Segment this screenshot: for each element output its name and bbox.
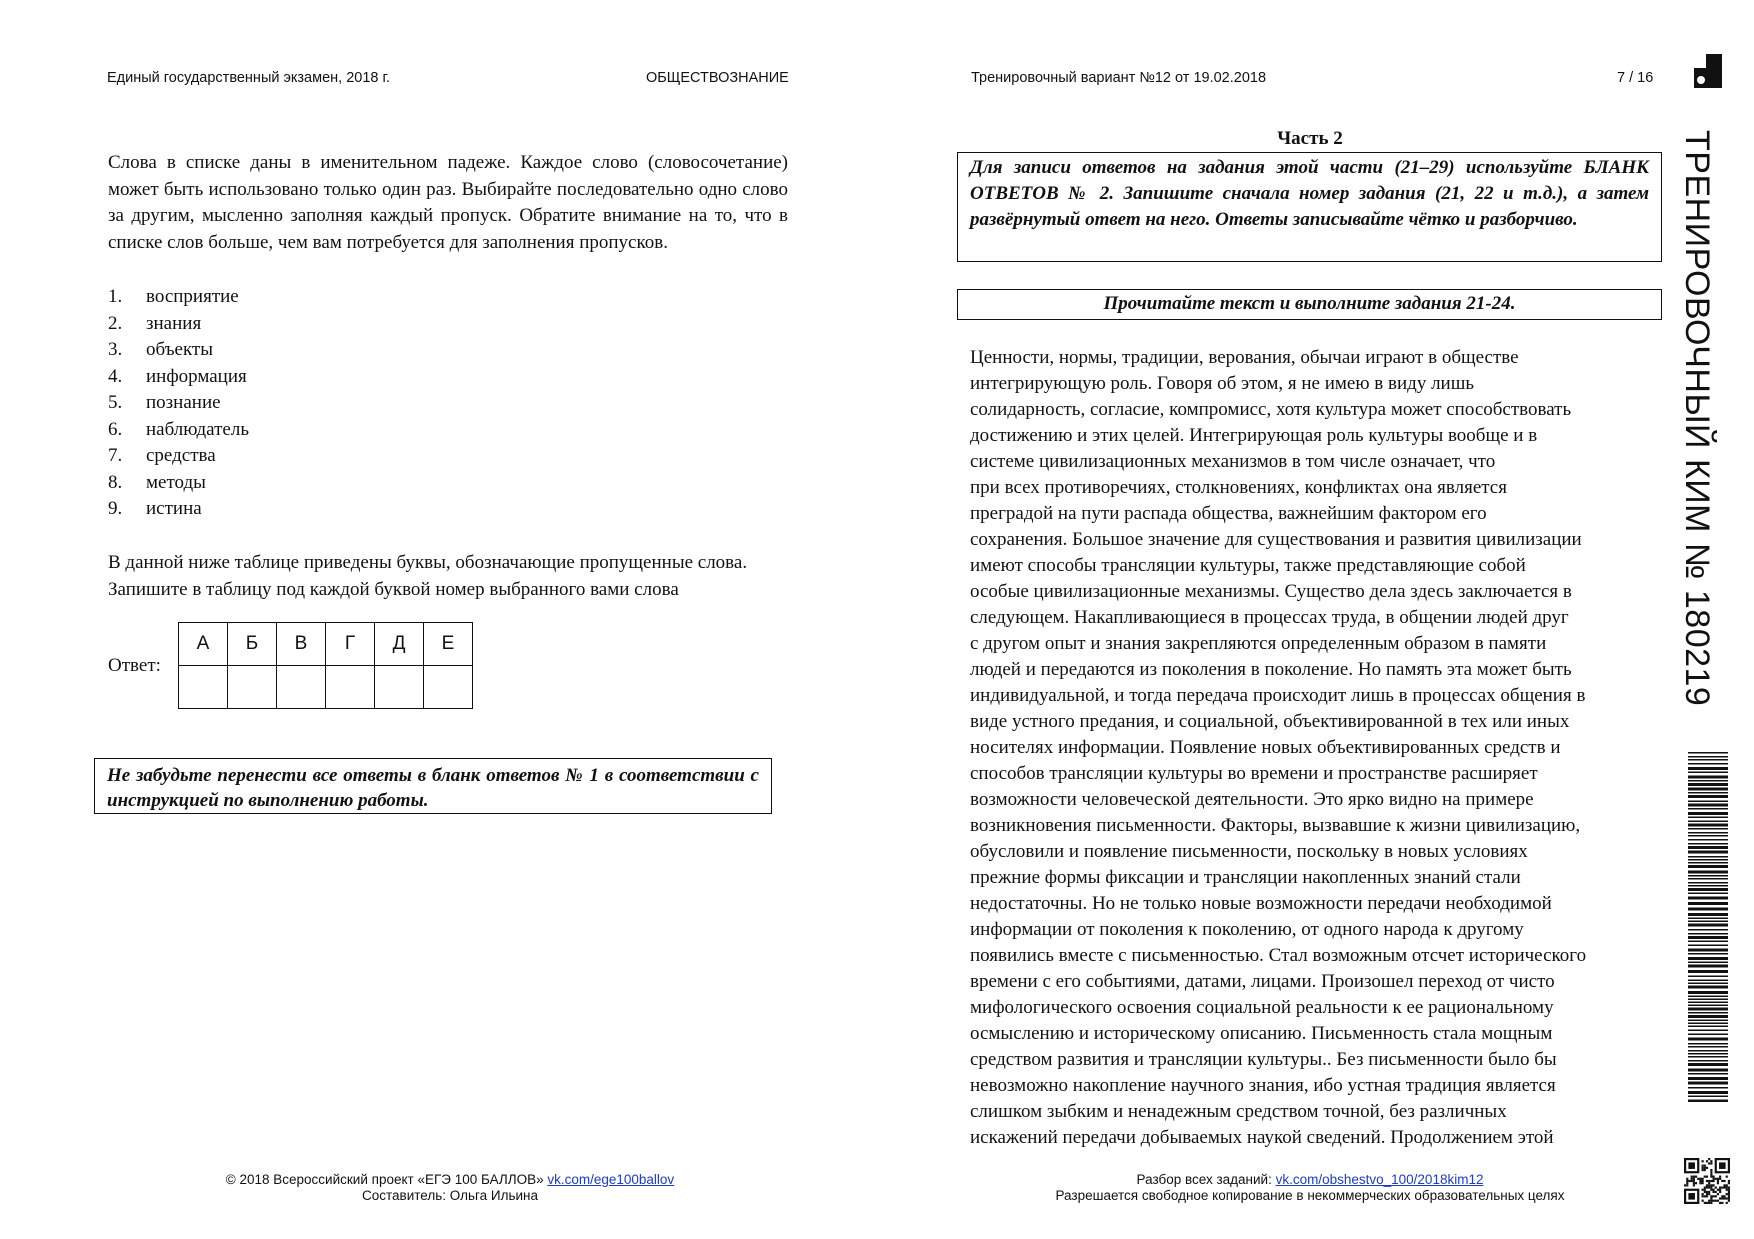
list-item: 3. объекты bbox=[108, 339, 214, 360]
footer-right bbox=[1000, 1172, 1620, 1204]
letter-cell: Г bbox=[326, 623, 375, 666]
header-page-number: 7 / 16 bbox=[1617, 70, 1654, 86]
passage-line: информации от поколения к поколению, от одного народа к другому bbox=[970, 919, 1524, 940]
passage-line: имеют способы трансляции культуры, также представляющие собой bbox=[970, 555, 1526, 576]
passage-line: мифологического освоения социальной реальности к ее рациональному bbox=[970, 997, 1554, 1018]
footer-right-link[interactable]: vk.com/obshestvo_100/2018kim12 bbox=[1275, 1172, 1484, 1187]
table-row bbox=[179, 666, 473, 709]
passage-line: индивидуальной, и тогда передача происходит лишь в процессах общения в bbox=[970, 685, 1586, 706]
list-item: 4. информация bbox=[108, 365, 247, 387]
logo-icon bbox=[1694, 54, 1722, 88]
passage-line: солидарность, согласие, компромисс, хотя культура может способствовать bbox=[970, 399, 1572, 420]
footer-left-link[interactable]: vk.com/ege100ballov bbox=[547, 1172, 675, 1187]
letter-cell: Б bbox=[228, 623, 277, 666]
answer-cell[interactable] bbox=[277, 666, 326, 709]
footer-right-line1: Разбор всех заданий: vk.com/obshestvo_100/2018kim12 bbox=[1136, 1172, 1484, 1187]
reminder-box: Не забудьте перенести все ответы в бланк ответов № 1 в соответствии с инструкцией по выполнению работы. bbox=[94, 758, 772, 814]
list-item: 2. знания bbox=[108, 312, 202, 334]
word-list bbox=[108, 284, 249, 523]
passage-line: с другом опыт и знания закрепляются определенным образом в памяти bbox=[970, 633, 1547, 654]
letter-cell: Е bbox=[424, 623, 473, 666]
table-instruction-text: В данной ниже таблице приведены буквы, обозначающие пропущенные слова. Запишите в таблицу под каждой буквой номер выбранного вами слова bbox=[108, 552, 748, 600]
passage-line: интегрирующую роль. Говоря об этом, я не имею в виду лишь bbox=[970, 373, 1475, 394]
read-task-box: Прочитайте текст и выполните задания 21-24. bbox=[957, 289, 1662, 320]
passage-line: слишком зыбким и ненадежным средством точной, без различных bbox=[970, 1101, 1507, 1122]
passage-line: при всех противоречиях, столкновениях, конфликтах она является bbox=[970, 477, 1507, 498]
passage-line: времени с его событиями, датами, лицами. Произошел переход от чисто bbox=[970, 971, 1555, 992]
passage-line: осмыслению и историческому описанию. Письменность стала мощным bbox=[970, 1023, 1553, 1044]
reading-passage bbox=[970, 345, 1670, 1151]
passage-line: носителях информации. Появление новых объективированных средств и bbox=[970, 737, 1561, 758]
task-intro-text: Слова в списке даны в именительном падеже. Каждое слово (словосочетание) может быть использовано только один раз. Выбирайте последовательно одно слово за другим, мысленно заполняя каждый пропуск. Обратите внимание на то, что в списке слов больше, чем вам потребуется для заполнения пропусков. bbox=[108, 152, 788, 253]
passage-line: обусловили и появление письменности, поскольку в новых условиях bbox=[970, 841, 1528, 862]
answer-cell[interactable] bbox=[179, 666, 228, 709]
footer-left bbox=[150, 1172, 750, 1204]
passage-line: Ценности, нормы, традиции, верования, обычаи играют в обществе bbox=[970, 347, 1519, 368]
part2-instructions-box: Для записи ответов на задания этой части (21–29) используйте БЛАНК ОТВЕТОВ № 2. Запишите сначала номер задания (21, 22 и т.д.), а затем развёрнутый ответ на него. Ответы записывайте чётко и разборчиво. bbox=[957, 152, 1662, 262]
passage-line: преградой на пути распада общества, важнейшим фактором его bbox=[970, 503, 1487, 524]
passage-line: невозможно накопление научного знания, ибо устная традиция является bbox=[970, 1075, 1556, 1096]
answer-cell[interactable] bbox=[228, 666, 277, 709]
passage-line: возникновения письменности. Факторы, вызвавшие к жизни цивилизацию, bbox=[970, 815, 1581, 836]
header-variant: Тренировочный вариант №12 от 19.02.2018 bbox=[971, 70, 1267, 86]
footer-left-line2: Составитель: Ольга Ильина bbox=[361, 1188, 539, 1203]
passage-line: появились вместе с письменностью. Стал возможным отсчет исторического bbox=[970, 945, 1587, 966]
footer-left-line1: © 2018 Всероссийский проект «ЕГЭ 100 БАЛЛОВ» vk.com/ege100ballov bbox=[225, 1172, 675, 1187]
answer-cell[interactable] bbox=[375, 666, 424, 709]
letter-cell: В bbox=[277, 623, 326, 666]
letter-cell: Д bbox=[375, 623, 424, 666]
list-item: 7. средства bbox=[108, 445, 216, 466]
barcode-icon bbox=[1688, 752, 1728, 1102]
answer-table bbox=[178, 622, 473, 709]
list-item: 8. методы bbox=[108, 471, 206, 493]
answer-label: Ответ: bbox=[108, 655, 161, 676]
part-title: Часть 2 bbox=[1277, 128, 1343, 149]
passage-line: особые цивилизационные механизмы. Существо дела здесь заключается в bbox=[970, 581, 1572, 602]
passage-line: достижению и этих целей. Интегрирующая роль культуры вообще и в bbox=[970, 425, 1538, 446]
passage-line: недостаточны. Но не только новые возможности передачи необходимой bbox=[970, 893, 1552, 914]
list-item: 6. наблюдатель bbox=[108, 418, 249, 440]
list-item: 1. восприятие bbox=[108, 286, 239, 307]
letter-cell: А bbox=[179, 623, 228, 666]
table-row bbox=[179, 623, 473, 666]
list-item: 9. истина bbox=[108, 498, 202, 519]
passage-line: следующем. Накапливающиеся в процессах труда, в общении людей друг bbox=[970, 607, 1569, 628]
header-subject: ОБЩЕСТВОЗНАНИЕ bbox=[646, 70, 789, 86]
passage-line: возможности человеческой деятельности. Это ярко видно на примере bbox=[970, 789, 1534, 810]
qr-code-icon bbox=[1684, 1158, 1730, 1204]
passage-line: прежние формы фиксации и трансляции накопленных знаний стали bbox=[970, 867, 1521, 888]
vertical-title: ТРЕНИРОВОЧНЫЙ КИМ № 180219 bbox=[1678, 130, 1716, 707]
passage-line: системе цивилизационных механизмов в том числе означает, что bbox=[970, 451, 1496, 472]
passage-line: средством развития и трансляции культуры.. Без письменности было бы bbox=[970, 1049, 1557, 1070]
answer-cell[interactable] bbox=[424, 666, 473, 709]
footer-right-line2: Разрешается свободное копирование в некоммерческих образовательных целях bbox=[1055, 1188, 1565, 1203]
list-item: 5. познание bbox=[108, 392, 221, 413]
answer-cell[interactable] bbox=[326, 666, 375, 709]
passage-line: способов трансляции культуры во времени и пространстве расширяет bbox=[970, 763, 1538, 784]
passage-line: искажений передачи добываемых наукой сведений. Продолжением этой bbox=[970, 1127, 1554, 1148]
passage-line: сохранения. Большое значение для существования и развития цивилизации bbox=[970, 529, 1582, 550]
passage-line: людей и передаются из поколения в поколение. Но память эта может быть bbox=[970, 659, 1572, 680]
header-exam: Единый государственный экзамен, 2018 г. bbox=[107, 70, 391, 86]
passage-line: виде устного предания, и социальной, объективированной в тех или иных bbox=[970, 711, 1570, 732]
